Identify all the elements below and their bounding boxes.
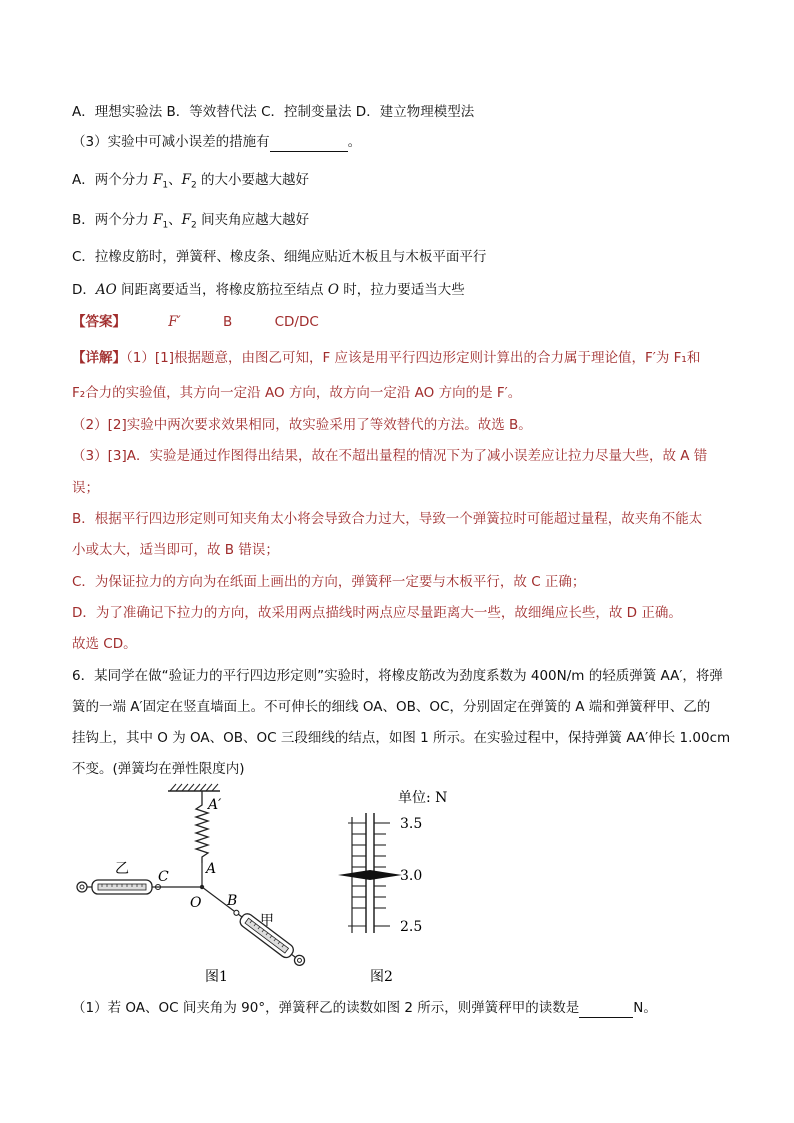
q6-line-4: 不变。(弹簧均在弹性限度内) (72, 761, 245, 777)
q5-option-c: C．拉橡皮筋时，弹簧秤、橡皮条、细绳应贴近木板且与木板平面平行 (72, 249, 487, 265)
q5-sub3-suffix: 。 (347, 134, 362, 150)
detail-line-4: （3）[3]A．实验是通过作图得出结果，故在不超出量程的情况下为了减小误差应让拉力尽量大些，故 A 错 (72, 448, 708, 464)
tick-label-3-0: 3.0 (400, 868, 423, 884)
q6-line-2: 簧的一端 A′固定在竖直墙面上。不可伸长的细线 OA、OB、OC，分别固定在弹簧的 A 端和弹簧秤甲、乙的 (72, 699, 711, 715)
detail-line-5: 误； (72, 480, 99, 496)
answer-label: 【答案】 (72, 314, 126, 330)
f2-subscript: 2 (191, 220, 197, 231)
q6-line-3: 挂钩上，其中 O 为 OA、OB、OC 三段细线的结点，如图 1 所示。在实验过程中，保持弹簧 AA′伸长 1.00cm (72, 730, 731, 746)
tick-label-2-5: 2.5 (400, 919, 423, 935)
f1-subscript: 1 (162, 180, 169, 191)
detail-line-3: （2）[2]实验中两次要求效果相同，故实验采用了等效替代的方法。故选 B。 (72, 417, 532, 433)
q5-sub3-prefix: （3）实验中可减小误差的措施有 (72, 134, 270, 150)
f2-subscript: 2 (191, 180, 197, 191)
option-b-suffix: 间夹角应越大越好 (196, 212, 310, 228)
label-yi: 乙 (115, 861, 129, 877)
scale-pointer (338, 870, 402, 880)
answer-3: CD/DC (274, 314, 319, 330)
label-a: A (206, 861, 217, 877)
label-b: B (227, 893, 238, 909)
option-b-prefix: B．两个分力 (72, 212, 154, 228)
option-d-middle: 间距离要适当，将橡皮筋拉至结点 (116, 282, 328, 298)
wall-hatch (170, 784, 218, 791)
detail-line-7: 小或太大，适当即可，故 B 错误； (72, 542, 279, 558)
detail-label: 【详解】 (72, 350, 126, 366)
label-jia: 甲 (260, 913, 274, 929)
knot-o (200, 885, 204, 889)
f1-symbol: F (153, 212, 163, 228)
ao-symbol: AO (95, 282, 117, 298)
option-a-prefix: A．两个分力 (72, 172, 154, 188)
label-o: O (190, 895, 202, 911)
detail-line-10: 故选 CD。 (72, 636, 137, 652)
detail-line-8: C．为保证拉力的方向为在纸面上画出的方向，弹簧秤一定要与木板平行，故 C 正确； (72, 574, 586, 590)
answer-1: F′ (168, 314, 181, 330)
q5-option-b (72, 210, 309, 236)
figure-1 (70, 783, 310, 988)
label-c: C (158, 869, 169, 885)
q5-sub3-question (72, 132, 361, 152)
scale-unit: 单位: N (398, 790, 448, 806)
answer-blank[interactable] (270, 136, 348, 152)
q6-line-1: 6．某同学在做“验证力的平行四边形定则”实验时，将橡皮筋改为劲度系数为 400N/m 的轻质弹簧 AA′，将弹 (72, 668, 723, 684)
figure-2-caption: 图2 (370, 969, 393, 985)
tick-label-3-5: 3.5 (400, 816, 423, 832)
option-d-prefix: D． (72, 282, 96, 298)
figure-2 (330, 783, 480, 988)
answer-2: B (223, 314, 233, 330)
f1-symbol: F (153, 172, 163, 188)
option-d-suffix: 时，拉力要适当大些 (338, 282, 465, 298)
option-a-suffix: 的大小要越大越好 (196, 172, 310, 188)
detail-line-1 (72, 348, 700, 368)
spring-scale-yi (77, 880, 161, 894)
detail-line-6: B．根据平行四边形定则可知夹角太小将会导致合力过大，导致一个弹簧拉时可能超过量程，故夹角不能太 (72, 511, 703, 527)
q6-sub1 (72, 998, 657, 1018)
spring (196, 791, 208, 863)
separator: 、 (168, 172, 182, 188)
q6-sub1-suffix: N。 (633, 1000, 657, 1016)
detail-line-2: F₂合力的实验值，其方向一定沿 AO 方向，故方向一定沿 AO 方向的是 F′。 (72, 385, 522, 401)
detail-text-1: （1）[1]根据题意，由图乙可知，F 应该是用平行四边形定则计算出的合力属于理论值，F′为 F₁和 (126, 350, 701, 366)
o-symbol: O (327, 282, 339, 298)
answer-blank[interactable] (579, 1002, 633, 1018)
q6-sub1-prefix: （1）若 OA、OC 间夹角为 90°，弹簧秤乙的读数如图 2 所示，则弹簧秤甲的读数是 (72, 1000, 580, 1016)
detail-line-9: D．为了准确记下拉力的方向，故采用两点描线时两点应尽量距离大一些，故细绳应长些，故 D 正确。 (72, 605, 682, 621)
answer-line (72, 312, 319, 332)
q5-option-d (72, 280, 465, 300)
separator: 、 (168, 212, 182, 228)
label-a-prime: A′ (208, 797, 222, 813)
figure-1-caption: 图1 (205, 969, 228, 985)
q5-option-a (72, 170, 309, 196)
f2-symbol: F (181, 172, 192, 188)
q5-options-part2: A．理想实验法 B．等效替代法 C．控制变量法 D．建立物理模型法 (72, 104, 475, 120)
f2-symbol: F (181, 212, 192, 228)
f1-subscript: 1 (162, 220, 169, 231)
